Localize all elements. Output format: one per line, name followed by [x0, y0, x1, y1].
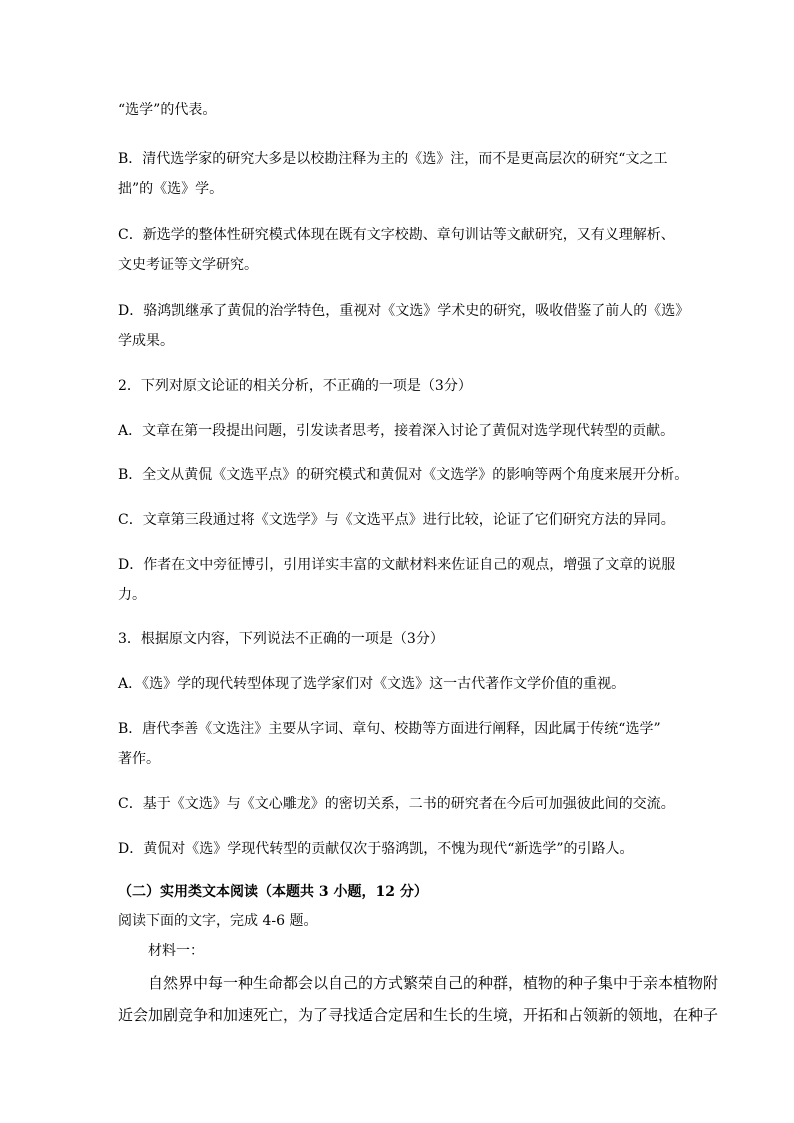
- q2-option-b: B．全文从黄侃《文选平点》的研究模式和黄侃对《文选学》的影响等两个角度来展开分析。: [118, 467, 689, 483]
- material-label: 材料一：: [148, 943, 204, 959]
- q2-option-c: C．文章第三段通过将《文选学》与《文选平点》进行比较，论证了它们研究方法的异同。: [118, 512, 675, 528]
- q2-option-d-line1: D．作者在文中旁征博引，引用详实丰富的文献材料来佐证自己的观点，增强了文章的说服: [118, 557, 676, 573]
- material-paragraph-line1: 自然界中每一种生命都会以自己的方式繁荣自己的种群，植物的种子集中于亲本植物附: [148, 974, 719, 992]
- material-paragraph-line2: 近会加剧竞争和加速死亡，为了寻找适合定居和生长的生境，开拓和占领新的领地，在种子: [118, 1006, 719, 1024]
- section-heading: （二）实用类文本阅读（本题共 3 小题，12 分）: [118, 884, 428, 900]
- q2-option-d-line2: 力。: [118, 587, 146, 603]
- q1-option-d-line1: D．骆鸿凯继承了黄侃的治学特色，重视对《文选》学术史的研究，吸收借鉴了前人的《选》: [118, 303, 690, 319]
- section-instruction: 阅读下面的文字，完成 4-6 题。: [118, 913, 318, 929]
- q1-option-d-line2: 学成果。: [118, 333, 174, 349]
- q1-option-c-line2: 文史考证等文学研究。: [118, 257, 258, 273]
- q3-stem: 3．根据原文内容，下列说法不正确的一项是（3分）: [118, 631, 444, 647]
- q3-option-a: A．《选》学的现代转型体现了选学家们对《文选》这一古代著作文学价值的重视。: [118, 676, 626, 692]
- q3-option-b-line2: 著作。: [118, 751, 160, 767]
- q1-option-c-line1: C．新选学的整体性研究模式体现在既有文字校勘、章句训诂等文献研究，又有义理解析、: [118, 227, 675, 243]
- q2-stem: 2．下列对原文论证的相关分析，不正确的一项是（3分）: [118, 378, 472, 394]
- q1-option-a-continuation: “选学”的代表。: [118, 102, 217, 118]
- q3-option-d: D．黄侃对《选》学现代转型的贡献仅次于骆鸿凯，不愧为现代“新选学”的引路人。: [118, 841, 634, 857]
- q1-option-b-line2: 拙”的《选》学。: [118, 181, 224, 197]
- q1-option-b-line1: B．清代选学家的研究大多是以校勘注释为主的《选》注，而不是更高层次的研究“文之工: [118, 151, 668, 167]
- q3-option-b-line1: B．唐代李善《文选注》主要从字词、章句、校勘等方面进行阐释，因此属于传统“选学”: [118, 721, 661, 737]
- q2-option-a: A．文章在第一段提出问题，引发读者思考，接着深入讨论了黄侃对选学现代转型的贡献。: [118, 423, 675, 439]
- q3-option-c: C．基于《文选》与《文心雕龙》的密切关系，二书的研究者在今后可加强彼此间的交流。: [118, 796, 675, 812]
